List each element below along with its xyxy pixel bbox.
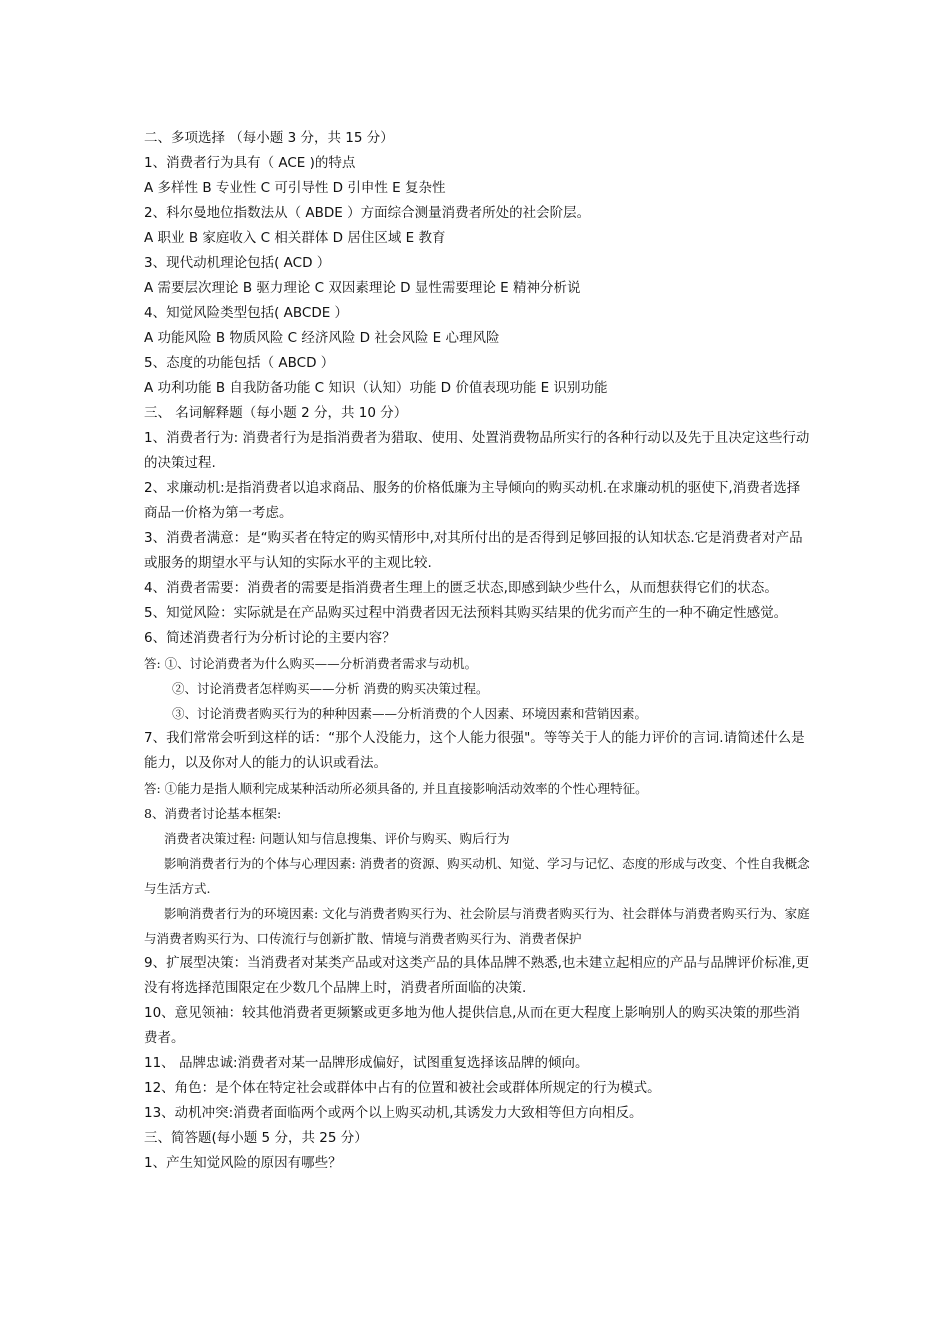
term-10: 10、意见领袖：较其他消费者更频繁或更多地为他人提供信息,从而在更大程度上影响别人的购买决策的那些消费者。 bbox=[144, 1005, 800, 1046]
term-9: 9、扩展型决策：当消费者对某类产品或对这类产品的具体品牌不熟悉,也未建立起相应的产品与品牌评价标准,更没有将选择范围限定在少数几个品牌上时，消费者所面临的决策. bbox=[144, 955, 810, 996]
term-8-answer-1: 消费者决策过程: 问题认知与信息搜集、评价与购买、购后行为 bbox=[164, 831, 510, 846]
term-12: 12、角色：是个体在特定社会或群体中占有的位置和被社会或群体所规定的行为模式。 bbox=[144, 1080, 661, 1096]
question-2-options: A 职业 B 家庭收入 C 相关群体 D 居住区域 E 教育 bbox=[144, 230, 446, 246]
term-4: 4、消费者需要：消费者的需要是指消费者生理上的匮乏状态,即感到缺少些什么，从而想获得它们的状态。 bbox=[144, 580, 778, 596]
section-heading-multiple-choice: 二、多项选择 （每小题 3 分，共 15 分） bbox=[144, 130, 394, 146]
term-6-answer-1: 答: ①、讨论消费者为什么购买——分析消费者需求与动机。 bbox=[144, 656, 478, 671]
term-13: 13、动机冲突:消费者面临两个或两个以上购买动机,其诱发力大致相等但方向相反。 bbox=[144, 1105, 643, 1121]
question-5: 5、态度的功能包括（ ABCD ） bbox=[144, 355, 335, 371]
term-8-heading: 8、消费者讨论基本框架: bbox=[144, 806, 282, 821]
term-1: 1、消费者行为: 消费者行为是指消费者为猎取、使用、处置消费物品所实行的各种行动以及先于且决定这些行动的决策过程. bbox=[144, 430, 810, 471]
document-page bbox=[144, 126, 810, 1176]
question-1: 1、消费者行为具有（ ACE )的特点 bbox=[144, 155, 356, 171]
term-6-answer-2: ②、讨论消费者怎样购买——分析 消费的购买决策过程。 bbox=[172, 681, 489, 696]
question-5-options: A 功利功能 B 自我防备功能 C 知识（认知）功能 D 价值表现功能 E 识别功能 bbox=[144, 380, 608, 396]
question-3-options: A 需要层次理论 B 驱力理论 C 双因素理论 D 显性需要理论 E 精神分析说 bbox=[144, 280, 581, 296]
term-6-question: 6、简述消费者行为分析讨论的主要内容？ bbox=[144, 630, 396, 646]
term-7-question: 7、我们常常会听到这样的话：“那个人没能力，这个人能力很强"。等等关于人的能力评价的言词.请简述什么是能力，以及你对人的能力的认识或看法。 bbox=[144, 730, 805, 771]
section-heading-terms: 三、 名词解释题（每小题 2 分，共 10 分） bbox=[144, 405, 408, 421]
term-3: 3、消费者满意：是“购买者在特定的购买情形中,对其所付出的是否得到足够回报的认知状态.它是消费者对产品或服务的期望水平与认知的实际水平的主观比较. bbox=[144, 530, 803, 571]
term-8-answer-3: 影响消费者行为的环境因素: 文化与消费者购买行为、社会阶层与消费者购买行为、社会群体与消费者购买行为、家庭与消费者购买行为、口传流行与创新扩散、情境与消费者购买行为、消费者保护 bbox=[144, 906, 810, 946]
question-1-options: A 多样性 B 专业性 C 可引导性 D 引申性 E 复杂性 bbox=[144, 180, 446, 196]
question-4: 4、知觉风险类型包括( ABCDE ） bbox=[144, 305, 349, 321]
term-2: 2、求廉动机:是指消费者以追求商品、服务的价格低廉为主导倾向的购买动机.在求廉动机的驱使下,消费者选择商品一价格为第一考虑。 bbox=[144, 480, 801, 521]
term-6-answer-3: ③、讨论消费者购买行为的种种因素——分析消费的个人因素、环境因素和营销因素。 bbox=[172, 706, 648, 721]
short-answer-question-1: 1、产生知觉风险的原因有哪些？ bbox=[144, 1155, 342, 1171]
term-5: 5、知觉风险：实际就是在产品购买过程中消费者因无法预料其购买结果的优劣而产生的一种不确定性感觉。 bbox=[144, 605, 788, 621]
section-heading-short-answer: 三、简答题(每小题 5 分，共 25 分） bbox=[144, 1130, 368, 1146]
term-7-answer: 答: ①能力是指人顺利完成某种活动所必须具备的, 并且直接影响活动效率的个性心理特征。 bbox=[144, 781, 648, 796]
question-2: 2、科尔曼地位指数法从（ ABDE ）方面综合测量消费者所处的社会阶层。 bbox=[144, 205, 591, 221]
term-11: 11、 品牌忠诚:消费者对某一品牌形成偏好，试图重复选择该品牌的倾向。 bbox=[144, 1055, 589, 1071]
term-8-answer-2: 影响消费者行为的个体与心理因素: 消费者的资源、购买动机、知觉、学习与记忆、态度的形成与改变、个性自我概念与生活方式. bbox=[144, 856, 810, 896]
question-3: 3、现代动机理论包括( ACD ） bbox=[144, 255, 331, 271]
question-4-options: A 功能风险 B 物质风险 C 经济风险 D 社会风险 E 心理风险 bbox=[144, 330, 500, 346]
